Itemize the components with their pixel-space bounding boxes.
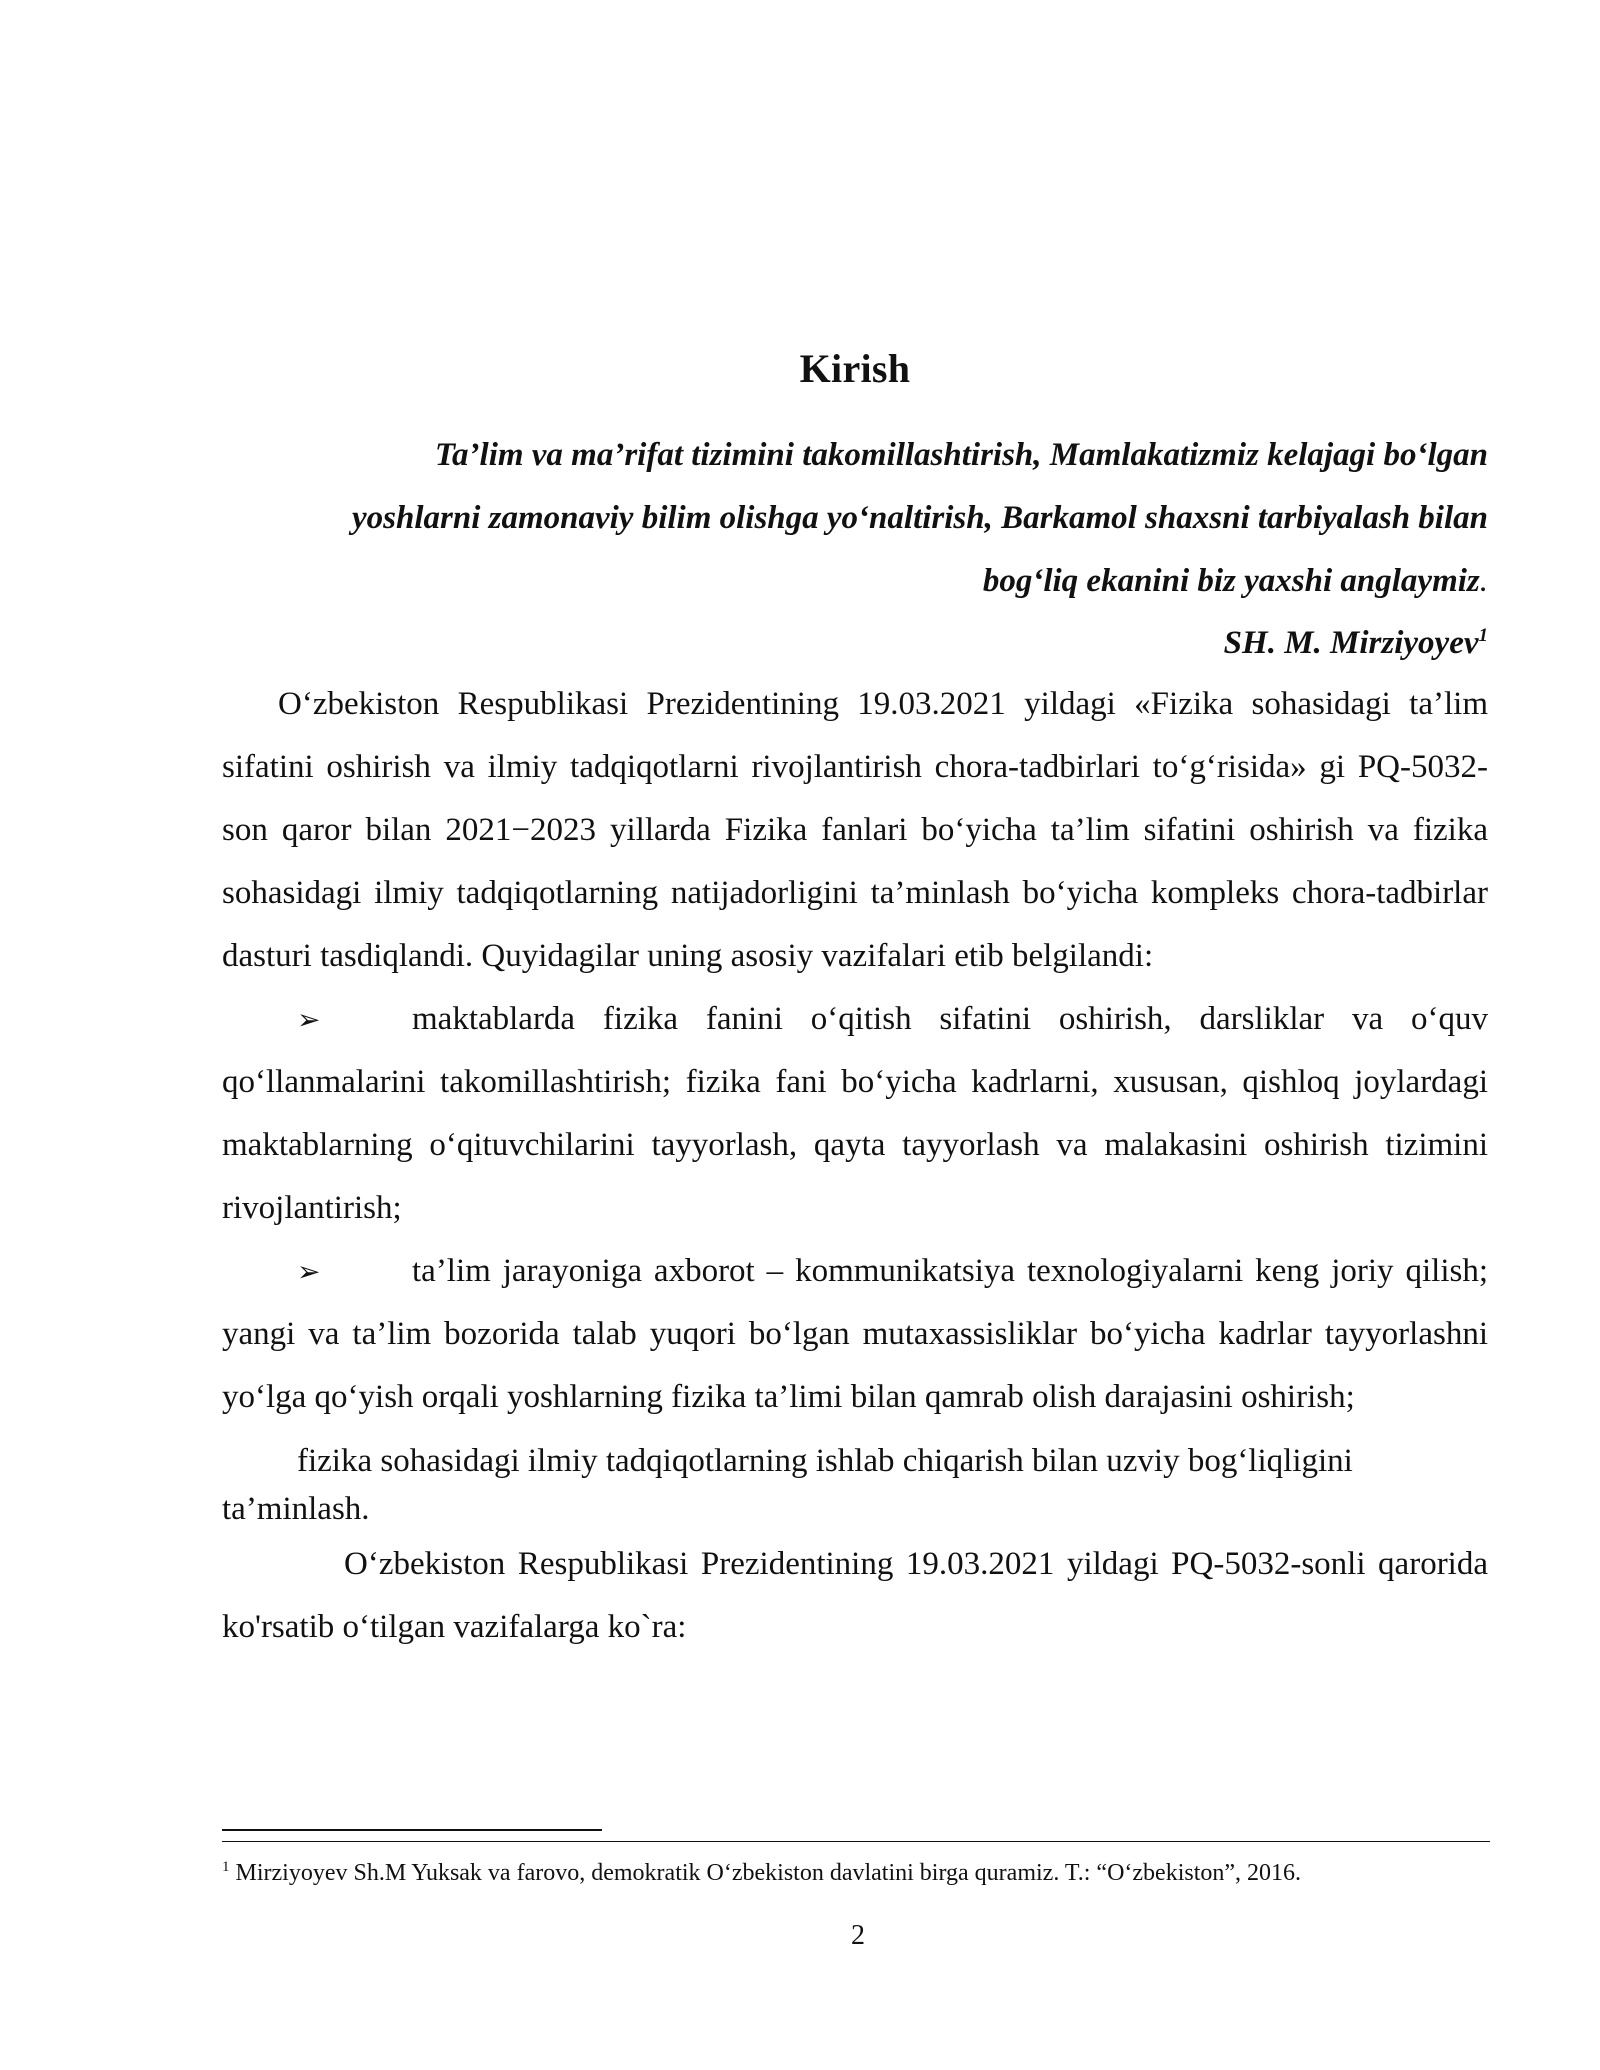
arrow-bullet-icon: ➢ [297,1003,321,1036]
page-title: Kirish [799,346,911,391]
footnote-text: Mirziyoyev Sh.M Yuksak va farovo, demokratik O‘zbekiston davlatini birga quramiz. T.: “O‘zbekiston”, 2016. [235,1860,1302,1886]
bullet-item [222,988,1488,1240]
footnote-number: 1 [222,1859,230,1875]
bullet-text: maktablarda fizika fanini o‘qitish sifatini oshirish, darsliklar va o‘quv qo‘llanmalarini takomillashtirish; fizika fani bo‘yicha kadrlarni, xususan, qishloq joylardagi maktablarning o‘qituvchilarini tayyorlash, qayta tayyorlash va malakasini oshirish tizimini rivojlantirish; [222,1001,1488,1226]
footnote-reference: 1 [1478,625,1488,646]
epigraph-author-name: SH. M. Mirziyoyev [1223,625,1479,661]
paragraph-research: fizika sohasidagi ilmiy tadqiqotlarning ishlab chiqarish bilan uzviy bog‘liqligini ta’minlash. [222,1443,1353,1527]
epigraph-text: Ta’lim va ma’rifat tizimini takomillashtirish, Mamlakatizmiz kelajagi bo‘lgan yoshlarni zamonaviy bilim olishga yo‘naltirish, Barkamol shaxsni tarbiyalash bilan bog‘liq ekanini biz yaxshi anglaymiz [352,437,1488,599]
epigraph [352,424,1488,613]
epigraph-author [222,613,1488,673]
footnote-separator [222,1829,602,1831]
page-number: 2 [851,1920,865,1951]
epigraph-end-punct: . [1479,563,1488,599]
paragraph-tasks: O‘zbekiston Respublikasi Prezidentining 19.03.2021 yildagi PQ-5032-sonli qarorida ko'rsatib o‘tilgan vazifalarga ko`ra: [222,1546,1488,1645]
footnote [222,1850,1490,1890]
bullet-text: ta’lim jarayoniga axborot – kommunikatsiya texnologiyalarni keng joriy qilish; yangi va ta’lim bozorida talab yuqori bo‘lgan mutaxassisliklar bo‘yicha kadrlar tayyorlashni yo‘lga qo‘yish orqali yoshlarning fizika ta’limi bilan qamrab olish darajasini oshirish; [222,1253,1488,1415]
page-content [222,340,1488,1659]
arrow-bullet-icon: ➢ [297,1255,321,1288]
paragraph-intro: O‘zbekiston Respublikasi Prezidentining 19.03.2021 yildagi «Fizika sohasidagi ta’lim sifatini oshirish va ilmiy tadqiqotlarni rivojlantirish chora-tadbirlari to‘g‘risida» gi PQ-5032-son qaror bilan 2021−2023 yillarda Fizika fanlari bo‘yicha ta’lim sifatini oshirish va fizika sohasidagi ilmiy tadqiqotlarning natijadorligini ta’minlash bo‘yicha kompleks chora-tadbirlar dasturi tasdiqlandi. Quyidagilar uning asosiy vazifalari etib belgilandi: [222,686,1488,974]
footnote-rule [222,1841,1490,1842]
bullet-item [222,1240,1488,1429]
